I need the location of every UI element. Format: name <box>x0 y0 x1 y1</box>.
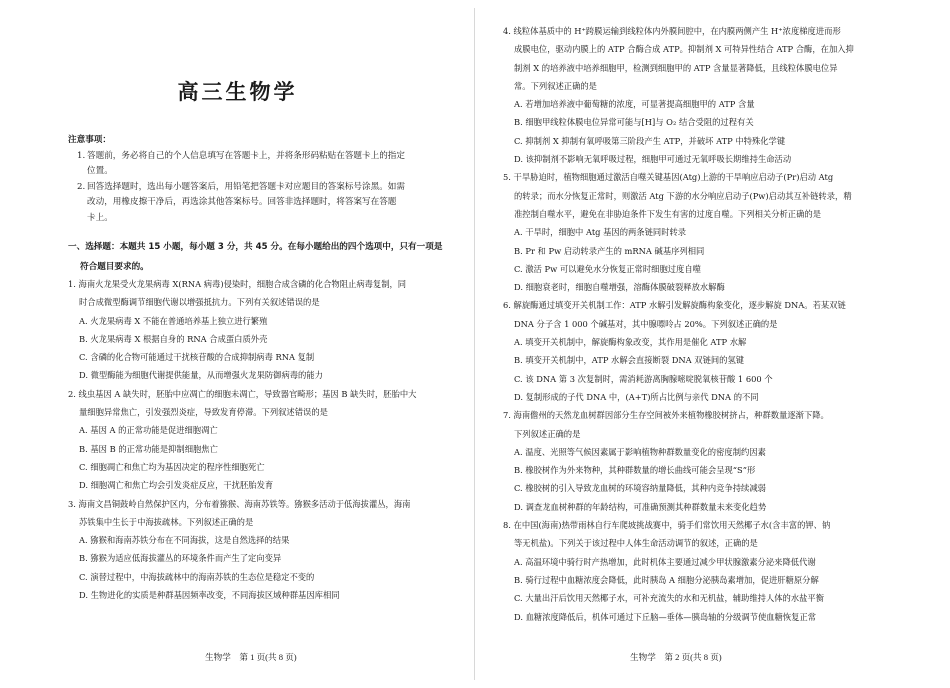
option-a: A. 基因 A 的正常功能是促进细胞凋亡 <box>79 425 218 436</box>
option-c: C. 细胞凋亡和焦亡均为基因决定的程序性细胞死亡 <box>79 461 265 472</box>
section-heading <box>68 237 460 277</box>
option-a: A. 干旱时，细胞中 Atg 基因的两条链同时转录 <box>514 227 687 238</box>
option-c: C. 演替过程中，中海拔疏林中的海南苏铁的生态位是稳定不变的 <box>79 571 315 582</box>
option-b: B. 猕猴为适应低海拔灌丛的环境条件而产生了定向变异 <box>79 553 282 564</box>
note-item <box>68 149 460 165</box>
question-2 <box>68 385 460 495</box>
option-c: C. 激活 Pw 可以避免水分恢复正常时细胞过度自噬 <box>514 263 701 274</box>
question-stem: 8. 在中国(海南)热带雨林自行车爬坡挑战赛中，骑手们常饮用天然椰子水(含丰富的钾、钠 <box>503 520 831 531</box>
option-c: C. 抑制剂 X 抑制有氧呼吸第三阶段产生 ATP，并破坏 ATP 中特殊化学键 <box>514 135 786 146</box>
question-8 <box>503 516 903 626</box>
option-d: D. 微型酶能为细胞代谢提供能量，从而增强火龙果防御病毒的能力 <box>79 370 323 381</box>
note-text-cont: 位置。 <box>87 166 113 176</box>
question-stem: 成膜电位，驱动内膜上的 ATP 合酶合成 ATP。抑制剂 X 可特异性结合 ATP 合酶，在加入抑 <box>514 44 854 55</box>
question-stem: 3. 海南文昌铜鼓岭自然保护区内，分布着猕猴、海南苏铁等。猕猴多活动于低海拔灌丛，海南 <box>68 498 411 509</box>
option-b: B. Pr 和 Pw 启动转录产生的 mRNA 碱基序列相同 <box>514 245 705 256</box>
option-d: D. 调查龙血树种群的年龄结构，可准确预测其种群数量未来变化趋势 <box>514 501 767 512</box>
question-stem: DNA 分子含 1 000 个碱基对，其中腺嘌呤占 20%。下列叙述正确的是 <box>514 318 778 329</box>
question-stem: 准控制自噬水平，避免在非胁迫条件下发生有害的过度自噬。下列相关分析正确的是 <box>514 208 821 219</box>
option-a: A. 猕猴和海南苏铁分布在不同海拔，这是自然选择的结果 <box>79 535 290 546</box>
option-b: B. 填变开关机制中，ATP 水解会直接断裂 DNA 双链间的氢键 <box>514 355 745 366</box>
option-a: A. 高温环境中骑行时产热增加，此时机体主要通过减少甲状腺激素分泌来降低代谢 <box>514 556 816 567</box>
option-d: D. 细胞衰老时，细胞自噬增强，溶酶体膜破裂释放水解酶 <box>514 282 725 293</box>
question-stem: 量细胞异常焦亡，引发强烈炎症，导致发育停滞。下列叙述错误的是 <box>79 407 328 418</box>
note-text-cont: 改动，用橡皮擦干净后，再选涂其他答案标号。回答非选择题时，将答案写在答题 <box>87 197 397 207</box>
option-d: D. 该抑制剂不影响无氧呼吸过程，细胞甲可通过无氧呼吸长期维持生命活动 <box>514 154 792 165</box>
page-footer: 生物学 第 1 页(共 8 页) <box>205 652 297 662</box>
question-stem: 7. 海南儋州的天然龙血树群因部分生存空间被外来植物橡胶树挤占，种群数量逐渐下降。 <box>503 410 829 421</box>
option-b: B. 基因 B 的正常功能是抑制细胞焦亡 <box>79 443 218 454</box>
option-d: D. 复制形成的子代 DNA 中，(A+T)所占比例与亲代 DNA 的不同 <box>514 391 759 402</box>
question-stem: 6. 解旋酶通过填变开关机制工作：ATP 水解引发解旋酶构象变化，逐步解旋 DNA。若某双链 <box>503 300 846 311</box>
option-b: B. 细胞甲线粒体膜电位异常可能与[H]与 O₂ 结合受阻的过程有关 <box>514 117 754 128</box>
option-c: C. 橡胶树的引入导致龙血树的环境容纳量降低，其种内竞争持续减弱 <box>514 483 766 494</box>
note-text: 回答选择题时，选出每小题答案后，用铅笔把答题卡对应题目的答案标号涂黑。如需 <box>87 181 405 192</box>
page-title: 高三生物学 <box>177 80 298 104</box>
question-list <box>503 22 903 626</box>
notes-heading: 注意事项： <box>68 135 111 145</box>
option-d: D. 细胞凋亡和焦亡均会引发炎症反应，干扰胚胎发育 <box>79 480 274 491</box>
question-stem: 等无机盐)。下列关于该过程中人体生命活动调节的叙述，正确的是 <box>514 538 758 549</box>
option-c: C. 该 DNA 第 3 次复制时，需消耗游离胸腺嘧啶脱氧核苷酸 1 600 个 <box>514 373 773 384</box>
question-list <box>68 275 460 604</box>
section-line: 符合题目要求的。 <box>80 262 149 272</box>
question-stem: 常。下列叙述正确的是 <box>514 80 597 91</box>
question-6 <box>503 296 903 406</box>
question-stem: 制剂 X 的培养液中培养细胞甲，检测到细胞甲的 ATP 含量显著降低，且线粒体膜电位异 <box>514 62 838 73</box>
note-item <box>68 180 460 196</box>
option-c: C. 大量出汗后饮用天然椰子水，可补充流失的水和无机盐，辅助维持人体的水盐平衡 <box>514 593 825 604</box>
question-stem: 5. 干旱胁迫时，植物细胞通过激活自噬关键基因(Atg)上游的干旱响应启动子(Pr)启动 Atg <box>503 172 834 183</box>
question-stem: 的转录；而水分恢复正常时，则激活 Atg 下游的水分响应启动子(Pw)启动其互补链转录，精 <box>514 190 852 201</box>
option-d: D. 生物进化的实质是种群基因频率改变，不同海拔区域种群基因库相同 <box>79 590 340 601</box>
option-b: B. 骑行过程中血糖浓度会降低，此时胰岛 A 细胞分泌胰岛素增加，促进肝糖原分解 <box>514 574 819 585</box>
notes-section <box>68 133 460 226</box>
question-stem: 4. 线粒体基质中的 H⁺跨膜运输到线粒体内外膜间腔中，在内膜两侧产生 H⁺浓度梯度进而形 <box>503 26 841 36</box>
option-b: B. 火龙果病毒 X 根据自身的 RNA 合成蛋白质外壳 <box>79 333 268 344</box>
question-stem: 2. 线虫基因 A 缺失时，胚胎中应凋亡的细胞未凋亡，导致器官畸形；基因 B 缺失时，胚胎中大 <box>68 388 417 399</box>
option-d: D. 血糖浓度降低后，机体可通过下丘脑—垂体—胰岛轴的分级调节使血糖恢复正常 <box>514 611 817 622</box>
note-number: 2. <box>77 181 86 192</box>
question-7 <box>503 406 903 516</box>
option-a: A. 火龙果病毒 X 不能在普通培养基上独立进行繁殖 <box>79 315 268 326</box>
question-stem: 时合成微型酶调节细胞代谢以增强抵抗力。下列有关叙述错误的是 <box>79 297 320 308</box>
option-a: A. 温度、光照等气候因素属于影响植物种群数量变化的密度制约因素 <box>514 446 766 457</box>
option-a: A. 填变开关机制中，解旋酶构象改变，其作用是催化 ATP 水解 <box>514 337 747 348</box>
section-line: 一、选择题：本题共 15 小题，每小题 3 分，共 45 分。在每小题给出的四个选项中，只有一项是 <box>68 242 443 252</box>
page-2 <box>475 0 950 688</box>
note-text-cont: 卡上。 <box>87 212 113 223</box>
question-stem: 1. 海南火龙果受火龙果病毒 X(RNA 病毒)侵染时，细胞合成含磷的化合物阻止病毒复制，同 <box>68 279 407 289</box>
page-footer: 生物学 第 2 页(共 8 页) <box>630 652 722 662</box>
option-a: A. 若增加培养液中葡萄糖的浓度，可显著提高细胞甲的 ATP 含量 <box>514 99 755 110</box>
option-c: C. 含磷的化合物可能通过干扰核苷酸的合成抑制病毒 RNA 复制 <box>79 352 315 363</box>
question-1 <box>68 275 460 385</box>
note-number: 1. <box>77 150 86 161</box>
question-4 <box>503 22 903 168</box>
question-5 <box>503 168 903 296</box>
option-b: B. 橡胶树作为外来物种，其种群数量的增长曲线可能会呈现“S”形 <box>514 465 756 476</box>
question-stem: 苏铁集中生长于中海拔疏林。下列叙述正确的是 <box>79 516 254 527</box>
question-3 <box>68 495 460 605</box>
question-stem: 下列叙述正确的是 <box>514 428 581 439</box>
note-text: 答题前，务必将自己的个人信息填写在答题卡上，并将条形码粘贴在答题卡上的指定 <box>87 150 405 161</box>
